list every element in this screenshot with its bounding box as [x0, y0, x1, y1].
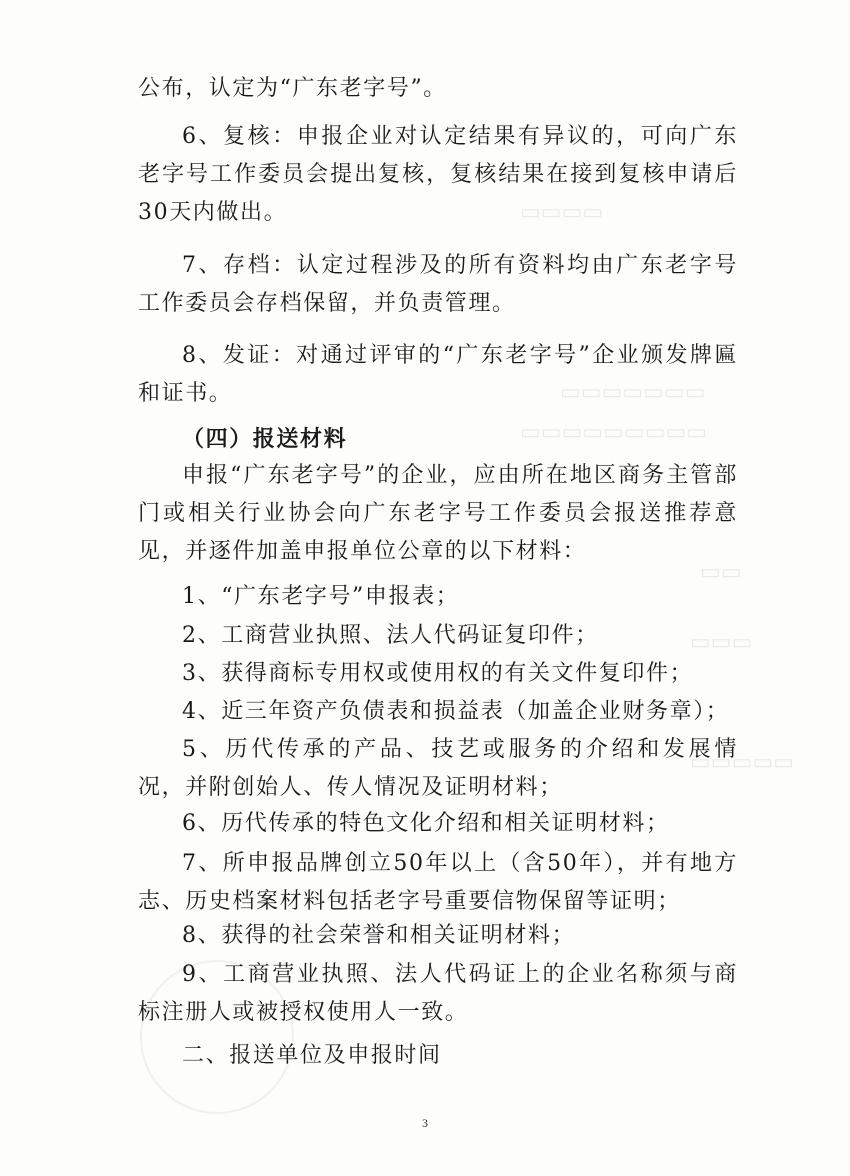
- list-item-name-consistency: 9、工商营业执照、法人代码证上的企业名称须与商标注册人或被授权使用人一致。: [138, 962, 738, 1025]
- list-item-brand-age: 7、所申报品牌创立50年以上（含50年），并有地方志、历史档案材料包括老字号重要信物保留等证明；: [138, 851, 738, 914]
- list-item-application-form: 1、“广东老字号”申报表；: [182, 584, 460, 609]
- page-number: 3: [422, 1116, 428, 1130]
- bleed-through-mark: ▭▭▭▭▭▭▭: [560, 380, 706, 405]
- section-heading-submission: 二、报送单位及申报时间: [182, 1043, 442, 1068]
- list-item-honors: 8、获得的社会荣誉和相关证明材料；: [182, 923, 576, 948]
- bleed-through-mark: ▭▭▭▭▭: [690, 750, 794, 775]
- list-item-products-history: 5、历代传承的产品、技艺或服务的介绍和发展情况，并附创始人、传人情况及证明材料；: [138, 737, 738, 800]
- paragraph-review: 6、复核：申报企业对认定结果有异议的，可向广东老字号工作委员会提出复核，复核结果在接到复核申请后30天内做出。: [138, 124, 738, 225]
- bleed-through-mark: ▭▭: [700, 560, 742, 585]
- list-item-trademark-rights: 3、获得商标专用权或使用权的有关文件复印件；: [182, 661, 694, 686]
- bleed-through-mark: ▭▭▭▭: [520, 200, 604, 225]
- paragraph-certificate: 8、发证：对通过评审的“广东老字号”企业颁发牌匾和证书。: [138, 343, 738, 406]
- section-heading-materials: （四）报送材料: [182, 426, 348, 452]
- list-item-cultural-heritage: 6、历代传承的特色文化介绍和相关证明材料；: [182, 811, 670, 836]
- bleed-through-mark: ▭▭▭▭▭▭▭▭▭: [520, 420, 708, 445]
- list-item-business-license: 2、工商营业执照、法人代码证复印件；: [182, 623, 599, 648]
- bleed-through-mark: ▭▭▭: [690, 630, 753, 655]
- list-item-financial-statements: 4、近三年资产负债表和损益表（加盖企业财务章）；: [182, 699, 730, 724]
- paragraph-materials-intro: 申报“广东老字号”的企业，应由所在地区商务主管部门或相关行业协会向广东老字号工作委员会报送推荐意见，并逐件加盖申报单位公章的以下材料：: [138, 463, 738, 564]
- paragraph-archive: 7、存档：认定过程涉及的所有资料均由广东老字号工作委员会存档保留，并负责管理。: [138, 253, 738, 316]
- paragraph-announcement: 公布，认定为“广东老字号”。: [138, 76, 447, 101]
